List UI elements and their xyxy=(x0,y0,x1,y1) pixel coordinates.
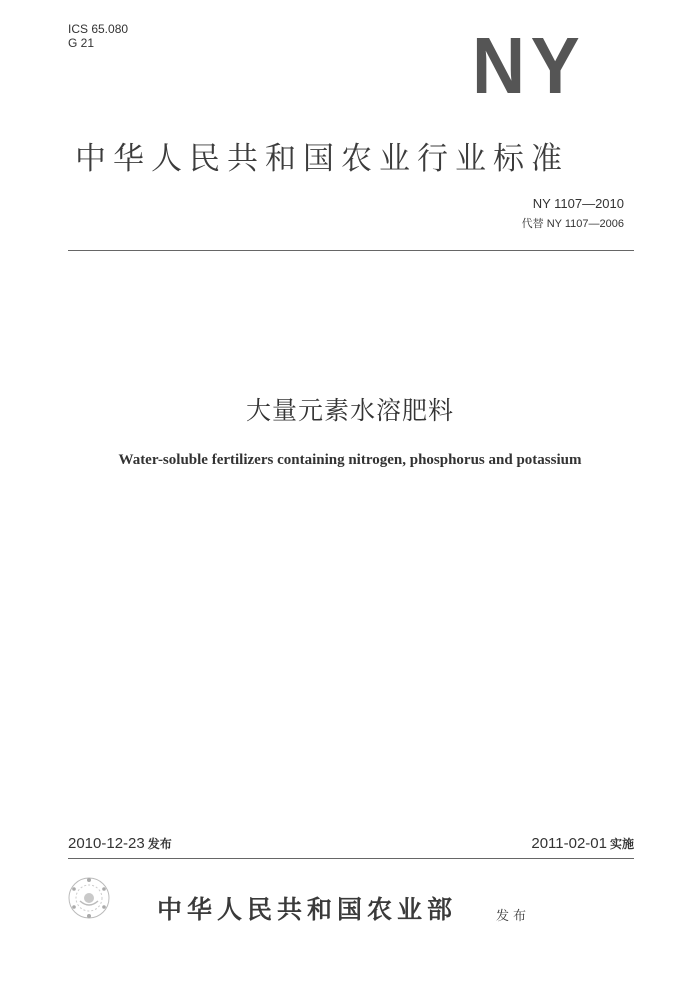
ny-logo: NY xyxy=(472,21,586,110)
implement-label: 实施 xyxy=(609,837,634,851)
ics-code: ICS 65.080 xyxy=(68,22,129,36)
issuing-label: 发布 xyxy=(496,909,531,924)
issue-label: 发布 xyxy=(147,837,172,851)
standard-number: NY 1107—2010 xyxy=(532,196,624,211)
document-title-english: Water-soluble fertilizers containing nitrogen, phosphorus and potassium xyxy=(118,452,582,468)
standard-replaces: 代替 NY 1107—2006 xyxy=(521,218,624,230)
bottom-divider xyxy=(68,858,634,859)
ministry-emblem-icon xyxy=(66,875,112,921)
ccs-code: G 21 xyxy=(68,36,95,50)
standard-category-title: 中华人民共和国农业行业标准 xyxy=(75,141,569,177)
top-divider xyxy=(68,250,634,251)
issuing-authority: 中华人民共和国农业部 xyxy=(157,895,458,924)
issue-date-line xyxy=(68,835,172,852)
implement-date-line xyxy=(531,835,634,852)
classification-codes xyxy=(68,22,128,50)
implement-date: 2011-02-01 xyxy=(531,835,607,852)
issue-date: 2010-12-23 xyxy=(68,835,145,852)
document-title-chinese: 大量元素水溶肥料 xyxy=(245,396,454,425)
